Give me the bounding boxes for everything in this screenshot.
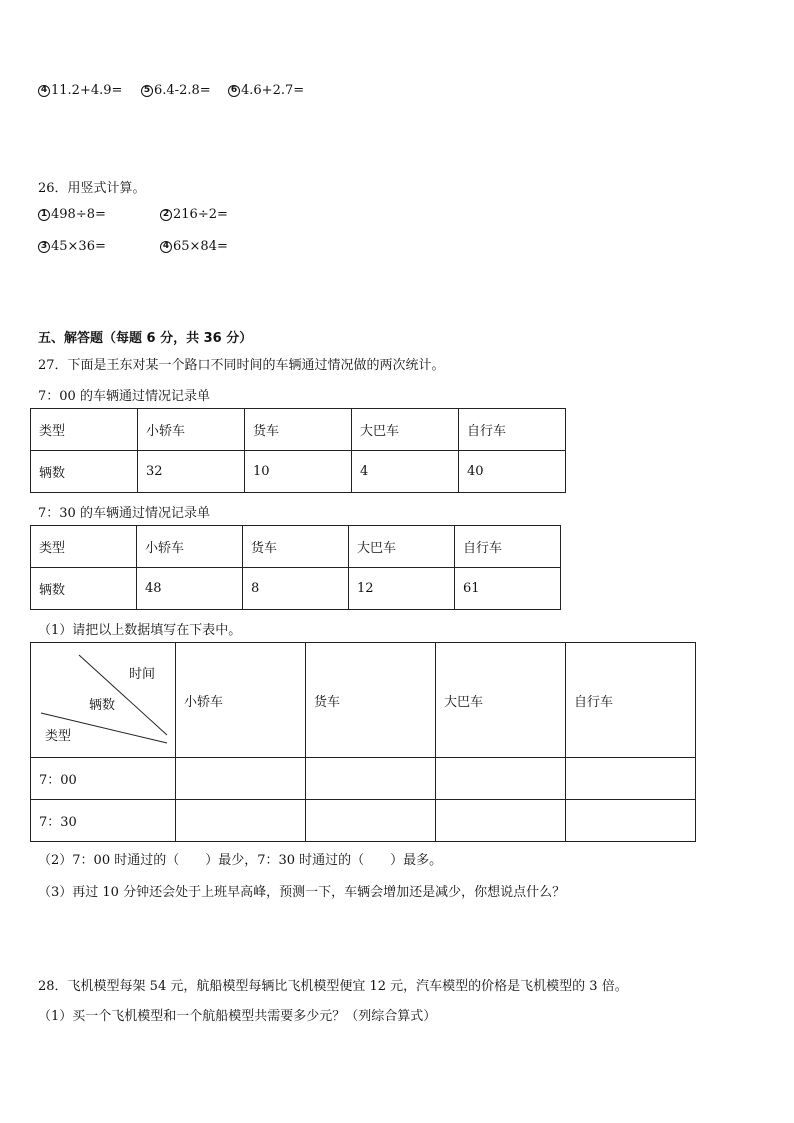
expression: 45×36= [51, 239, 106, 254]
circled-number: 4 [160, 241, 172, 253]
answer-cell[interactable] [306, 800, 436, 842]
table2-title: 7：30 的车辆通过情况记录单 [38, 506, 210, 521]
table-cell: 货车 [243, 526, 349, 568]
table1-title: 7：00 的车辆通过情况记录单 [38, 389, 210, 404]
fill-in-table [30, 642, 696, 842]
q26-title: 26．用竖式计算。 [38, 181, 146, 196]
table-cell: 7：00 [31, 758, 176, 800]
table-cell: 自行车 [455, 526, 561, 568]
table-cell: 类型 [31, 526, 137, 568]
table-cell: 12 [349, 568, 455, 610]
table-row [31, 568, 561, 610]
q25-item-4 [38, 83, 141, 98]
diag-label-time: 时间 [129, 667, 156, 682]
q26-row-1 [38, 207, 228, 222]
answer-cell[interactable] [436, 758, 566, 800]
table-cell: 货车 [245, 409, 352, 451]
q27-sub2: （2）7：00 时通过的（ ）最少，7：30 时通过的（ ）最多。 [38, 853, 443, 868]
q26-item-3 [38, 239, 160, 254]
expression: 216÷2= [173, 207, 228, 222]
table-cell: 自行车 [459, 409, 566, 451]
expression: 4.6+2.7= [241, 83, 305, 98]
table-cell: 40 [459, 451, 566, 493]
expression: 6.4-2.8= [154, 83, 211, 98]
table-cell: 7：30 [31, 800, 176, 842]
table-cell: 类型 [31, 409, 138, 451]
table-cell: 小轿车 [176, 643, 306, 758]
table-cell: 辆数 [31, 568, 137, 610]
circled-number: 4 [38, 85, 50, 97]
q25-expression-row [38, 83, 304, 98]
q26-row-2 [38, 239, 228, 254]
table-cell: 小轿车 [138, 409, 245, 451]
circled-number: 5 [141, 85, 153, 97]
table-cell: 大巴车 [349, 526, 455, 568]
q26-item-4 [160, 239, 228, 254]
q27-intro: 27．下面是王东对某一个路口不同时间的车辆通过情况做的两次统计。 [38, 358, 445, 373]
record-table-700 [30, 408, 566, 493]
answer-cell[interactable] [566, 800, 696, 842]
q26-item-1 [38, 207, 160, 222]
circled-number: 2 [160, 209, 172, 221]
q27-sub3: （3）再过 10 分钟还会处于上班早高峰，预测一下，车辆会增加还是减少，你想说点什么？ [38, 885, 566, 900]
answer-cell[interactable] [176, 800, 306, 842]
q28-sub1: （1）买一个飞机模型和一个航船模型共需要多少元？（列综合算式） [38, 1009, 437, 1024]
q25-item-5 [141, 83, 228, 98]
circled-number: 1 [38, 209, 50, 221]
table-cell: 辆数 [31, 451, 138, 493]
answer-cell[interactable] [176, 758, 306, 800]
expression: 498÷8= [51, 207, 106, 222]
table-cell: 大巴车 [352, 409, 459, 451]
table-cell: 48 [137, 568, 243, 610]
q27-sub1: （1）请把以上数据填写在下表中。 [38, 623, 242, 638]
q26-item-2 [160, 207, 228, 222]
q25-item-6 [228, 83, 304, 98]
expression: 11.2+4.9= [51, 83, 123, 98]
table-cell: 32 [138, 451, 245, 493]
table-cell: 61 [455, 568, 561, 610]
answer-cell[interactable] [436, 800, 566, 842]
circled-number: 3 [38, 241, 50, 253]
table-cell: 小轿车 [137, 526, 243, 568]
diag-label-count: 辆数 [89, 698, 116, 713]
circled-number: 6 [228, 85, 240, 97]
record-table-730 [30, 525, 561, 610]
table-row [31, 409, 566, 451]
table-row [31, 758, 696, 800]
table-row [31, 526, 561, 568]
answer-cell[interactable] [566, 758, 696, 800]
table-cell: 大巴车 [436, 643, 566, 758]
table-cell: 4 [352, 451, 459, 493]
diag-label-type: 类型 [45, 729, 72, 744]
table-cell: 自行车 [566, 643, 696, 758]
expression: 65×84= [173, 239, 228, 254]
table-row [31, 451, 566, 493]
table-cell: 8 [243, 568, 349, 610]
table-cell: 10 [245, 451, 352, 493]
table-row [31, 643, 696, 758]
answer-cell[interactable] [306, 758, 436, 800]
diagonal-header-cell [31, 643, 176, 758]
section-5-heading: 五、解答题（每题 6 分，共 36 分） [38, 331, 253, 346]
q28-intro: 28．飞机模型每架 54 元，航船模型每辆比飞机模型便宜 12 元，汽车模型的价格是飞机模型的 3 倍。 [38, 979, 628, 994]
table-cell: 货车 [306, 643, 436, 758]
table-row [31, 800, 696, 842]
